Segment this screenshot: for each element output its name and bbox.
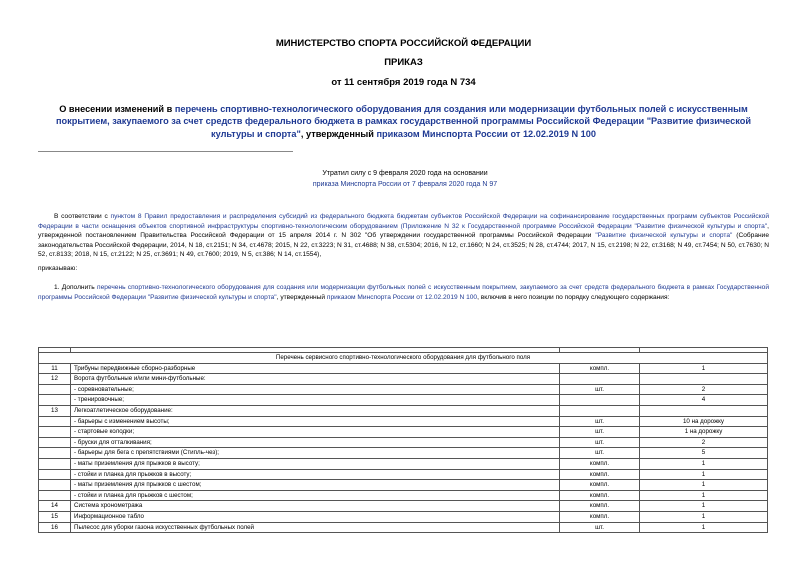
item-name: Ворота футбольные и/или мини-футбольные: xyxy=(71,374,560,385)
item-unit: компл. xyxy=(560,511,640,522)
item-qty: 2 xyxy=(640,384,768,395)
paragraph-basis xyxy=(38,212,769,260)
item-name: - стойки и планка для прыжков в высоту; xyxy=(71,469,560,480)
item-qty: 1 xyxy=(640,469,768,480)
item-number xyxy=(39,427,71,438)
item-number xyxy=(39,437,71,448)
ministry-heading: МИНИСТЕРСТВО СПОРТА РОССИЙСКОЙ ФЕДЕРАЦИИ xyxy=(275,38,532,49)
table-row xyxy=(39,395,768,406)
table-row xyxy=(39,384,768,395)
status-line: Утратил силу с 9 февраля 2020 года на основании xyxy=(322,170,488,177)
item-qty: 2 xyxy=(640,437,768,448)
item-name: - маты приземления для прыжков в высоту; xyxy=(71,458,560,469)
item-unit: шт. xyxy=(560,384,640,395)
p1-text-a: В соответствии с xyxy=(54,213,111,220)
p3-text-b: , утвержденный xyxy=(276,293,327,301)
item-qty: 4 xyxy=(640,395,768,406)
item-unit xyxy=(560,374,640,385)
p1-text-b: , утвержденной постановлением Правительства Российской Федерации от 15 апреля 2014 г. N 302 "Об утверждении государственной программы Российской Федерации xyxy=(38,222,769,240)
horizontal-rule xyxy=(38,151,293,152)
item-unit: компл. xyxy=(560,501,640,512)
equipment-table xyxy=(38,347,768,533)
paragraph-amend xyxy=(38,283,769,302)
item-unit: компл. xyxy=(560,480,640,491)
item-number xyxy=(39,480,71,491)
table-row xyxy=(39,448,768,459)
table-row xyxy=(39,511,768,522)
item-unit: компл. xyxy=(560,469,640,480)
item-unit: компл. xyxy=(560,458,640,469)
item-unit: шт. xyxy=(560,416,640,427)
document-date-number: от 11 сентября 2019 года N 734 xyxy=(331,77,476,88)
p1-link-program[interactable]: "Развитие физической культуры и спорта" xyxy=(595,232,733,240)
item-unit: шт. xyxy=(560,427,640,438)
table-row xyxy=(39,427,768,438)
item-number: 12 xyxy=(39,374,71,385)
p3-text-c: , включив в него позиции по порядку следующего содержания: xyxy=(477,293,670,301)
item-name: - тренировочные; xyxy=(71,395,560,406)
item-number xyxy=(39,458,71,469)
item-unit: шт. xyxy=(560,522,640,533)
item-number: 16 xyxy=(39,522,71,533)
item-number: 14 xyxy=(39,501,71,512)
item-number xyxy=(39,416,71,427)
paragraph-order: приказываю: xyxy=(38,265,78,272)
table-row xyxy=(39,374,768,385)
p3-link-order-100[interactable]: приказом Минспорта России от 12.02.2019 N 100 xyxy=(326,293,478,301)
table-row xyxy=(39,437,768,448)
item-name: - бруски для отталкивания; xyxy=(71,437,560,448)
item-number: 11 xyxy=(39,363,71,374)
status-note xyxy=(230,168,580,190)
item-number: 15 xyxy=(39,511,71,522)
item-name: - соревновательные; xyxy=(71,384,560,395)
table-row xyxy=(39,490,768,501)
table-row xyxy=(39,458,768,469)
item-qty: 1 xyxy=(640,501,768,512)
status-link-order-97[interactable]: приказа Минспорта России от 7 февраля 2020 года N 97 xyxy=(312,181,498,188)
p1-text-c: (Собрание законодательства Российской Федерации, 2014, N 18, ст.2151; N 34, ст.4678; 2015, N 22, ст.3223; N 31, ст.4688; N 38, ст.5304; 2016, N 12, ст.1660; N 24, ст.3525; N 28, ст.4744; 2017, N 15, ст.2198; N 22, ст.3168; N 49, ст.7454; N 50, ст.7630; N 52, ст.8133; 2018, N 15, ст.2122; N 25, ст.3691; N 49, ст.7600; 2019, N 5, ст.386; N 14, ст.1554), xyxy=(38,232,770,259)
p3-text-a: 1. Дополнить xyxy=(54,284,97,291)
title-prefix: О внесении изменений в xyxy=(59,104,175,114)
item-name: - барьеры с изменением высоты; xyxy=(71,416,560,427)
item-qty xyxy=(640,374,768,385)
p1-link-rules[interactable]: пунктом 8 Правил предоставления и распределения субсидий из федерального бюджета бюджетам субъектов Российской Федерации на софинансирование государственных программ субъектов Российской Федерации в части оснащения объектов спортивной инфраструктуры спортивно-технологическим оборудованием (Приложение N 32 к Государственной программе Российской Федерации "Развитие физической культуры и спорта" xyxy=(38,213,769,230)
table-row xyxy=(39,405,768,416)
item-qty: 5 xyxy=(640,448,768,459)
title-link-order-100[interactable]: приказом Минспорта России от 12.02.2019 N 100 xyxy=(376,128,596,139)
title-middle: , утвержденный xyxy=(300,128,377,139)
item-name: - маты приземления для прыжков с шестом; xyxy=(71,480,560,491)
item-name: - барьеры для бега с препятствиями (Стипль-чез); xyxy=(71,448,560,459)
item-name: - стартовые колодки; xyxy=(71,427,560,438)
item-number xyxy=(39,490,71,501)
p3-link-equipment-list[interactable]: перечень спортивно-технологического оборудования для создания или модернизации футбольных полей с искусственным покрытием, закупаемого за счет средств федерального бюджета в рамках Государственной программы Российской Федерации "Развитие физической культуры и спорта" xyxy=(38,284,769,301)
item-qty: 1 xyxy=(640,522,768,533)
item-number: 13 xyxy=(39,405,71,416)
item-qty: 1 xyxy=(640,458,768,469)
item-qty: 10 на дорожку xyxy=(640,416,768,427)
item-qty: 1 xyxy=(640,480,768,491)
item-unit: шт. xyxy=(560,437,640,448)
item-unit xyxy=(560,405,640,416)
item-qty: 1 xyxy=(640,490,768,501)
item-unit xyxy=(560,395,640,406)
item-name: Трибуны передвижные сборно-разборные xyxy=(71,363,560,374)
table-row xyxy=(39,416,768,427)
document-type: ПРИКАЗ xyxy=(384,57,423,68)
item-qty: 1 xyxy=(640,363,768,374)
item-qty: 1 на дорожку xyxy=(640,427,768,438)
item-number xyxy=(39,395,71,406)
item-unit: компл. xyxy=(560,363,640,374)
table-row xyxy=(39,469,768,480)
table-row xyxy=(39,480,768,491)
item-number xyxy=(39,384,71,395)
table-caption-row xyxy=(39,353,768,364)
item-number xyxy=(39,448,71,459)
item-unit: шт. xyxy=(560,448,640,459)
item-name: Система хронометража xyxy=(71,501,560,512)
item-name: Пылесос для уборки газона искусственных футбольных полей xyxy=(71,522,560,533)
item-name: - стойки и планка для прыжков с шестом; xyxy=(71,490,560,501)
item-unit: компл. xyxy=(560,490,640,501)
table-row xyxy=(39,501,768,512)
title-link-equipment-list[interactable]: перечень спортивно-технологического оборудования для создания или модернизации футбольных полей с искусственным покрытием, закупаемого за счет средств федерального бюджета в рамках государственной программы Российской Федерации "Развитие физической культуры и спорта" xyxy=(55,104,752,139)
item-name: Легкоатлетическое оборудование: xyxy=(71,405,560,416)
table-caption: Перечень сервисного спортивно-технологического оборудования для футбольного поля xyxy=(39,353,768,364)
item-name: Информационное табло xyxy=(71,511,560,522)
item-qty xyxy=(640,405,768,416)
document-title xyxy=(45,103,762,140)
item-qty: 1 xyxy=(640,511,768,522)
item-number xyxy=(39,469,71,480)
table-row xyxy=(39,522,768,533)
table-row xyxy=(39,363,768,374)
